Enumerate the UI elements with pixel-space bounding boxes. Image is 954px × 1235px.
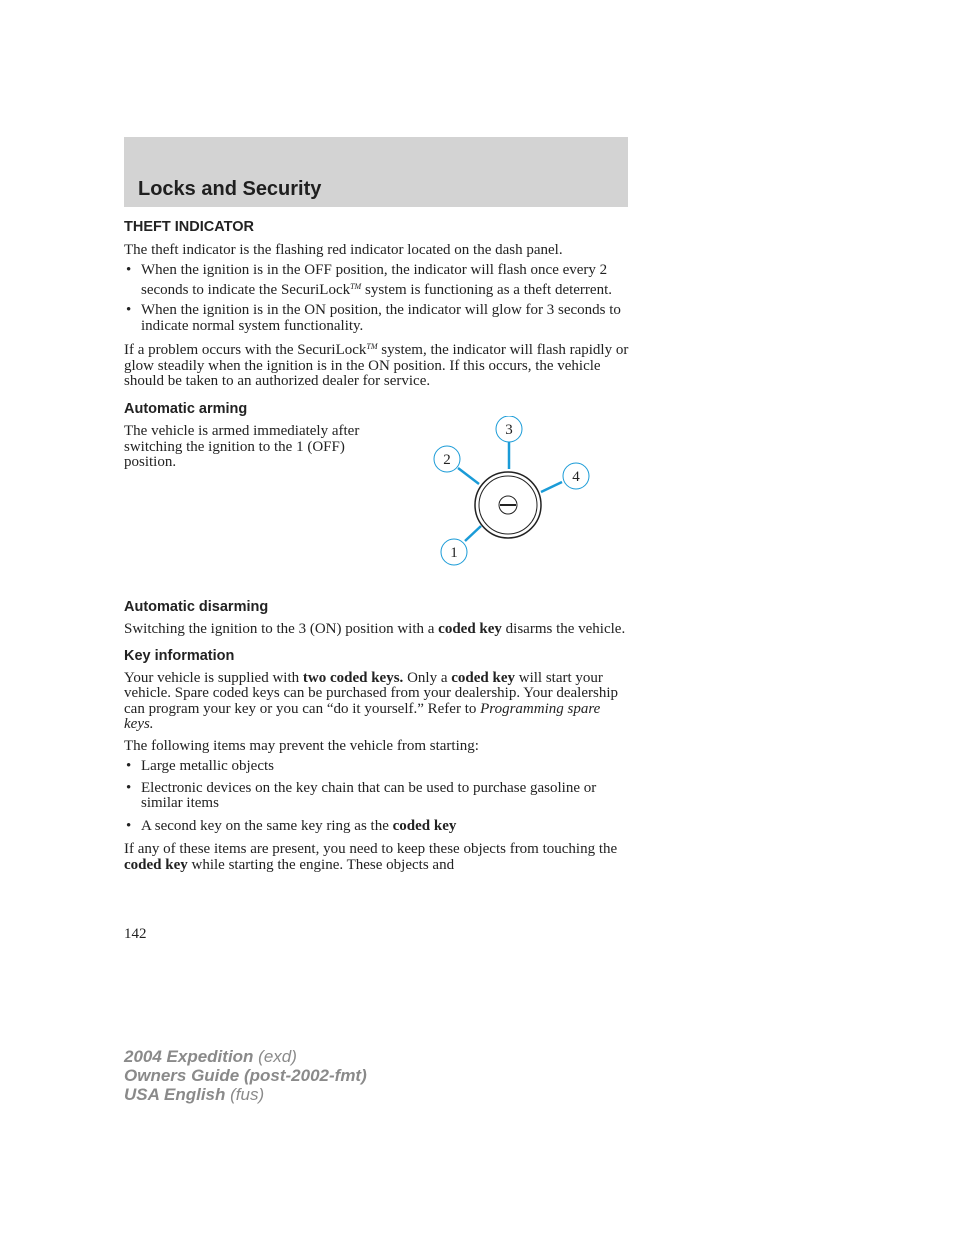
page-content [124,220,629,873]
list-item: • Electronic devices on the key chain that can be used to purchase gasoline or similar items [124,781,629,812]
callout-label-3: 3 [505,422,513,438]
line-position-4 [541,482,562,492]
callout-label-2: 2 [443,452,451,468]
page-number: 142 [124,926,147,942]
footer-line-2: Owners Guide (post-2002-fmt) [124,1066,367,1085]
items-lead: The following items may prevent the vehicle from starting: [124,737,479,754]
automatic-arming-heading: Automatic arming [124,400,248,417]
document-footer [124,1047,367,1104]
footer-line-3: USA English (fus) [124,1085,265,1104]
list-item: • Large metallic objects [124,759,629,775]
arming-row [124,424,629,600]
theft-indicator-heading: THEFT INDICATOR [124,219,254,235]
theft-list [124,263,629,334]
ignition-position-diagram [424,416,604,566]
section-title: Locks and Security [138,178,322,200]
disarming-text: Switching the ignition to the 3 (ON) position with a coded key disarms the vehicle. [124,620,626,637]
theft-intro: The theft indicator is the flashing red indicator located on the dash panel. [124,241,563,258]
list-item: • A second key on the same key ring as the coded key [124,819,629,835]
list-item: • When the ignition is in the OFF position, the indicator will flash once every 2 seconds to indicate the SecuriLock™ system is functioning as a theft deterrent. [124,263,629,298]
list-item: • When the ignition is in the ON position, the indicator will glow for 3 seconds to indicate normal system functionality. [124,303,629,334]
callout-label-4: 4 [572,469,580,485]
items-final-paragraph: If any of these items are present, you need to keep these objects from touching the coded key while starting the engine. These objects and [124,841,618,873]
line-position-1 [465,526,481,541]
callout-label-1: 1 [450,545,458,561]
key-information-heading: Key information [124,648,235,664]
automatic-disarming-heading: Automatic disarming [124,599,269,615]
theft-problem-paragraph: If a problem occurs with the SecuriLock™ system, the indicator will flash rapidly or glow steadily when the ignition is in the ON position. If this occurs, the vehicle should be taken to an authorized dealer for service. [124,342,629,389]
line-position-2 [458,468,479,484]
items-list [124,759,629,834]
footer-line-1: 2004 Expedition (exd) [124,1047,297,1066]
key-info-paragraph: Your vehicle is supplied with two coded keys. Only a coded key will start your vehicle. Spare coded keys can be purchased from your dealership. Your dealership can program your key or you can “do it yourself.” Refer to Programming spare keys. [124,669,619,732]
arming-text: The vehicle is armed immediately after switching the ignition to the 1 (OFF) position. [124,423,360,470]
